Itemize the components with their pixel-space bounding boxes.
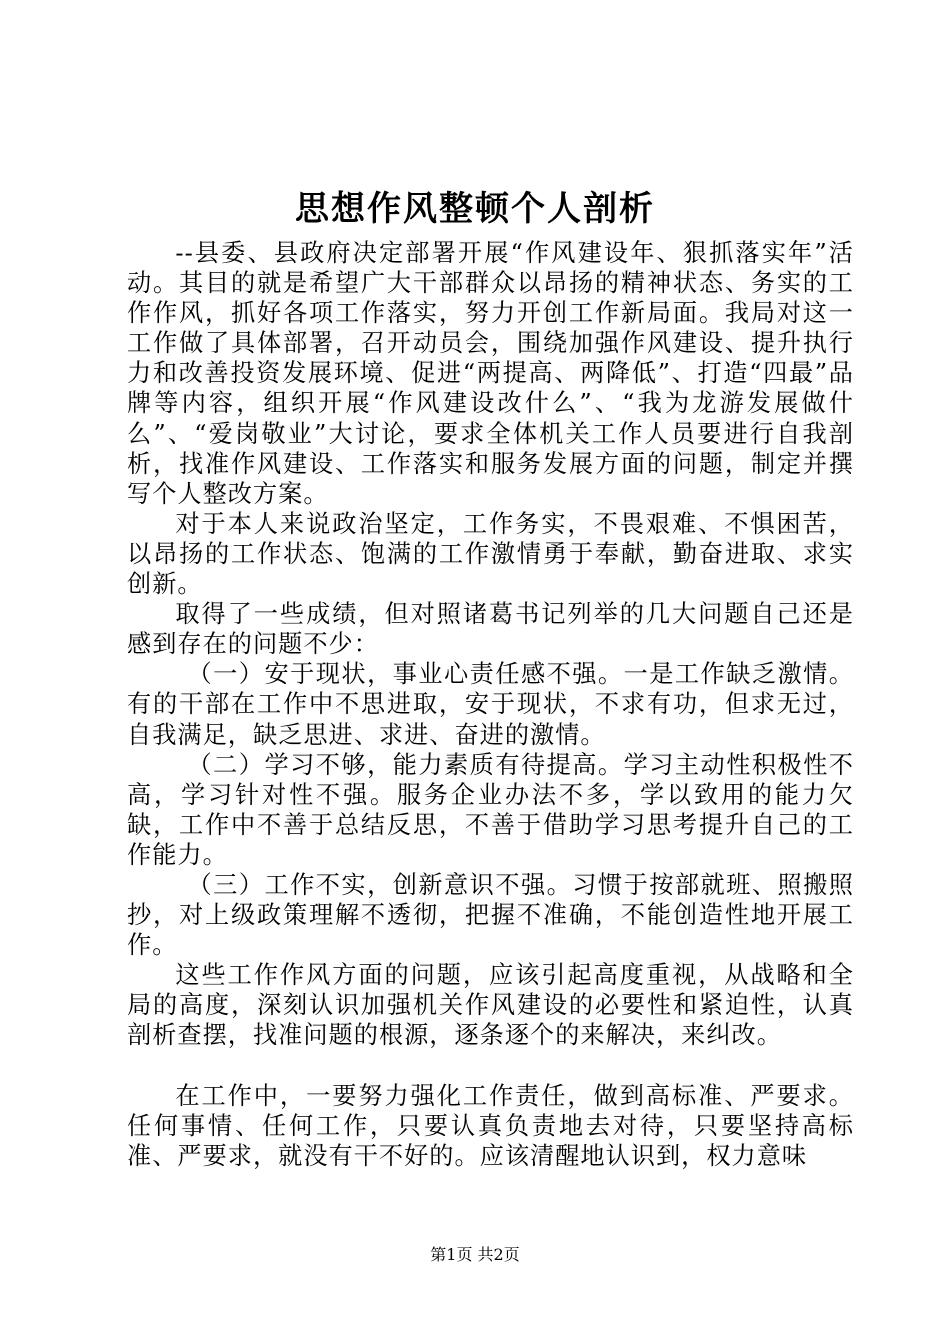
paragraph-problems-intro: 取得了一些成绩，但对照诸葛书记列举的几大问题自己还是感到存在的问题不少： xyxy=(127,600,854,659)
page-footer: 第1页 共2页 xyxy=(430,1245,520,1264)
paragraph-problem-2: （二）学习不够，能力素质有待提高。学习主动性积极性不高，学习针对性不强。服务企业办法不多，学以致用的能力欠缺，工作中不善于总结反思，不善于借助学习思考提升自己的工作能力。 xyxy=(127,750,854,869)
paragraph-measures: 在工作中，一要努力强化工作责任，做到高标准、严要求。任何事情、任何工作，只要认真负责地去对待，只要坚持高标准、严要求，就没有干不好的。应该清醒地认识到，权力意味 xyxy=(127,1081,854,1170)
paragraph-problem-3: （三）工作不实，创新意识不强。习惯于按部就班、照搬照抄，对上级政策理解不透彻，把握不准确，不能创造性地开展工作。 xyxy=(127,870,854,960)
paragraph-intro: --县委、县政府决定部署开展“作风建设年、狠抓落实年”活动。其目的就是希望广大干部群众以昂扬的精神状态、务实的工作作风，抓好各项工作落实，努力开创工作新局面。我局对这一工作做了具体部署，召开动员会，围绕加强作风建设、提升执行力和改善投资发展环境、促进“两提高、两降低”、打造“四最”品牌等内容，组织开展“作风建设改什么”、“我为龙游发展做什么”、“爱岗敬业”大讨论，要求全体机关工作人员要进行自我剖析，找准作风建设、工作落实和服务发展方面的问题，制定并撰写个人整改方案。 xyxy=(127,239,854,508)
paragraph-problem-1: （一）安于现状，事业心责任感不强。一是工作缺乏激情。有的干部在工作中不思进取，安于现状，不求有功，但求无过，自我满足，缺乏思进、求进、奋进的激情。 xyxy=(127,660,854,749)
document-title: 思想作风整顿个人剖析 xyxy=(295,189,655,229)
document-body xyxy=(127,238,854,1171)
paragraph-self-assessment: 对于本人来说政治坚定，工作务实，不畏艰难、不惧困苦，以昂扬的工作状态、饱满的工作激情勇于奉献，勤奋进取、求实创新。 xyxy=(127,509,854,599)
paragraph-reflection: 这些工作作风方面的问题，应该引起高度重视，从战略和全局的高度，深刻认识加强机关作风建设的必要性和紧迫性，认真剖析查摆，找准问题的根源，逐条逐个的来解决，来纠改。 xyxy=(127,961,854,1050)
paragraph-spacer xyxy=(127,1051,854,1081)
